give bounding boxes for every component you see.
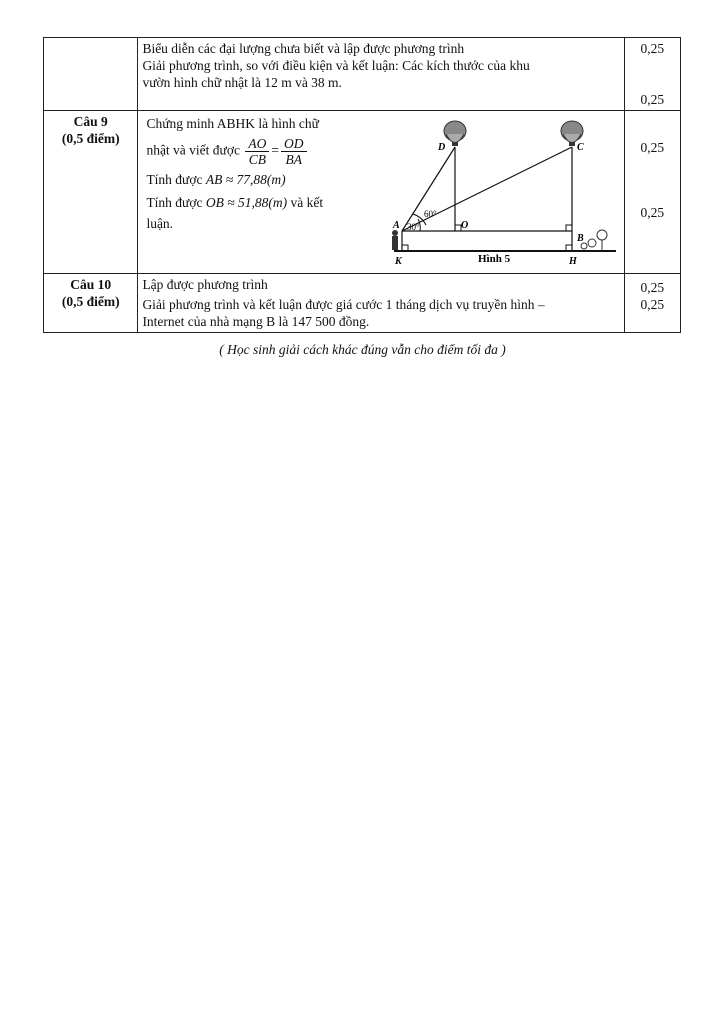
marking-scheme-table <box>43 37 681 333</box>
score-value: 0,25 <box>640 280 665 295</box>
fraction-numerator: AO <box>245 136 269 152</box>
table-row <box>44 111 681 274</box>
question-points: (0,5 điểm) <box>61 131 120 146</box>
answer-cell <box>138 274 624 333</box>
angle-30-label: 30° <box>407 222 421 232</box>
math-expression: AB ≈ 77,88(m) <box>205 172 286 187</box>
question-points: (0,5 điểm) <box>61 294 120 309</box>
score-cell <box>624 38 680 111</box>
math-expression: OB ≈ 51,88(m) <box>205 195 288 210</box>
answer-line: Giải phương trình và kết luận được giá cước 1 tháng dịch vụ truyền hình – <box>142 297 545 312</box>
score-value: 0,25 <box>640 297 665 312</box>
geometry-figure <box>380 115 616 273</box>
answer-text: và kết <box>290 195 324 210</box>
label-h: H <box>569 256 578 267</box>
fraction-denominator: CB <box>248 152 266 167</box>
score-cell <box>624 274 680 333</box>
label-o: O <box>461 220 469 231</box>
answer-line: Internet của nhà mạng B là 147 500 đồng. <box>142 314 370 329</box>
angle-60-label: 60° <box>424 209 438 219</box>
fraction-od-ba <box>281 136 307 167</box>
label-c: C <box>577 142 585 153</box>
question-cell <box>44 111 138 274</box>
answer-text: Tính được <box>146 172 203 187</box>
fraction-numerator: OD <box>281 136 307 152</box>
answer-cell <box>138 111 624 274</box>
person-icon <box>392 230 398 250</box>
answer-line <box>146 171 361 188</box>
label-d: D <box>438 142 446 153</box>
score-value: 0,25 <box>640 140 665 155</box>
balloon-d-icon <box>444 121 466 146</box>
answer-text: nhật và viết được <box>146 142 240 158</box>
fraction-ao-cb <box>245 136 269 167</box>
answer-text: Tính được <box>146 195 203 210</box>
answer-line: Lập được phương trình <box>142 277 268 292</box>
figure-caption: Hình 5 <box>478 253 511 265</box>
answer-line: vườn hình chữ nhật là 12 m và 38 m. <box>142 75 342 90</box>
question-label: Câu 9 <box>73 114 108 129</box>
answer-line <box>146 136 361 167</box>
equals-sign: = <box>271 142 279 158</box>
question-cell <box>44 38 138 111</box>
fraction-denominator: BA <box>285 152 302 167</box>
score-value: 0,25 <box>640 41 665 56</box>
label-b: B <box>577 233 585 244</box>
answer-line <box>146 194 361 211</box>
table-row <box>44 274 681 333</box>
answer-line: Chứng minh ABHK là hình chữ <box>146 116 319 131</box>
table-row <box>44 38 681 111</box>
answer-line: Giải phương trình, so với điều kiện và kết luận: Các kích thước của khu <box>142 58 530 73</box>
score-value: 0,25 <box>640 92 665 107</box>
footer-note: ( Học sinh giải cách khác đúng vẫn cho điểm tối đa ) <box>219 342 506 357</box>
question-cell <box>44 274 138 333</box>
answer-line: Biểu diễn các đại lượng chưa biết và lập được phương trình <box>142 41 465 56</box>
right-angle-b <box>566 225 572 231</box>
answer-cell <box>138 38 624 111</box>
question-label: Câu 10 <box>70 277 112 292</box>
score-value: 0,25 <box>640 205 665 220</box>
answer-line: luận. <box>146 216 174 231</box>
tree-icon <box>581 230 607 251</box>
score-cell <box>624 111 680 274</box>
label-k: K <box>395 256 403 267</box>
label-a: A <box>393 220 401 231</box>
